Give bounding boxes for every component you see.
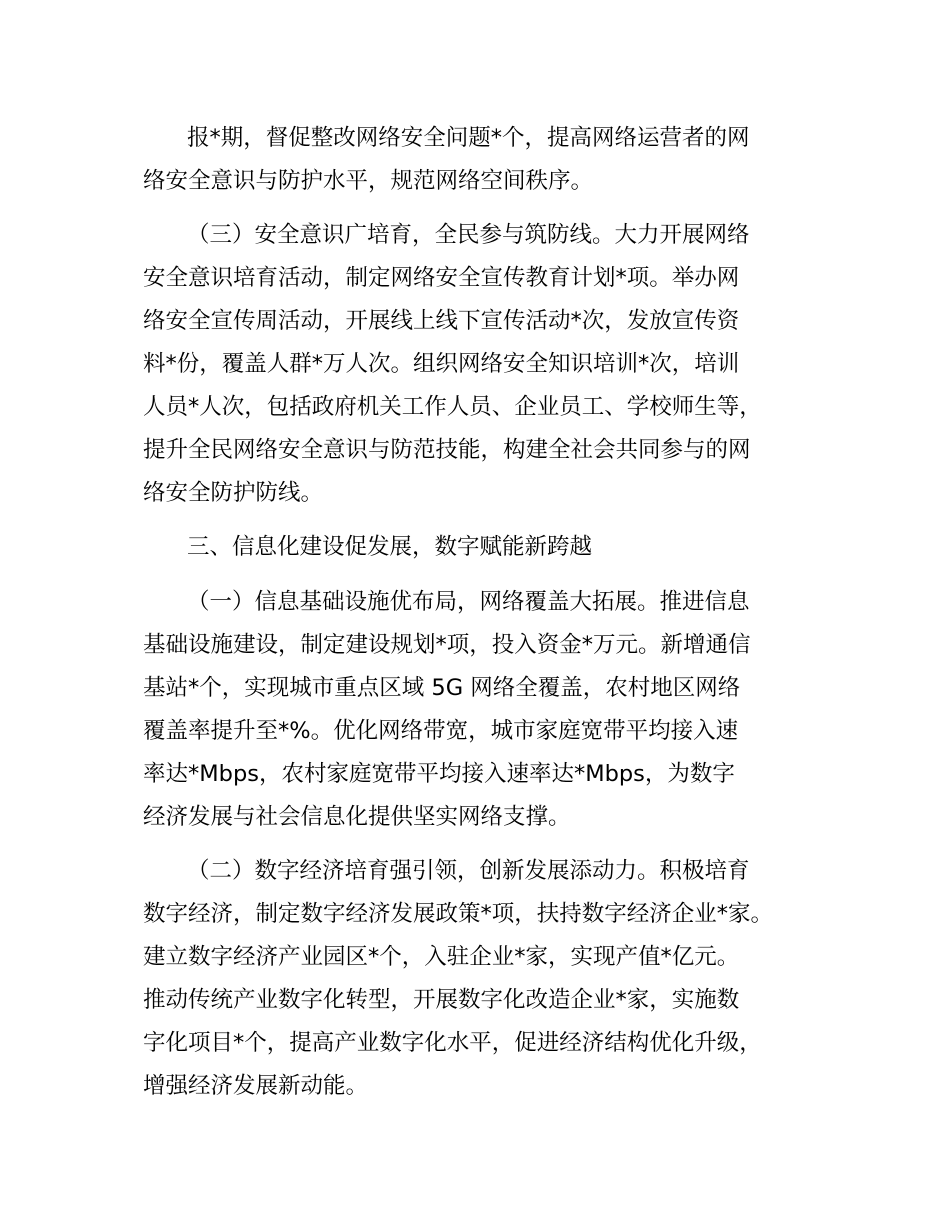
- paragraph-line: 人员*人次，包括政府机关工作人员、企业员工、学校师生等，: [143, 394, 762, 420]
- paragraph-line: 推动传统产业数字化转型，开展数字化改造企业*家，实施数: [143, 987, 740, 1013]
- paragraph-line: 基础设施建设，制定建设规划*项，投入资金*万元。新增通信: [143, 632, 751, 658]
- paragraph-line: （二）数字经济培育强引领，创新发展添动力。积极培育: [187, 858, 750, 884]
- paragraph-line: 覆盖率提升至*%。优化网络带宽，城市家庭宽带平均接入速: [143, 718, 739, 744]
- paragraph-line: （一）信息基础设施优布局，网络覆盖大拓展。推进信息: [187, 589, 750, 615]
- section-heading: 三、信息化建设促发展，数字赋能新跨越: [187, 534, 593, 560]
- paragraph-line: 络安全宣传周活动，开展线上线下宣传活动*次，发放宣传资: [143, 308, 740, 334]
- paragraph-line: 络安全意识与防护水平，规范网络空间秩序。: [143, 168, 594, 194]
- paragraph-line: 料*份，覆盖人群*万人次。组织网络安全知识培训*次，培训: [143, 351, 740, 377]
- paragraph-line: 率达*Mbps，农村家庭宽带平均接入速率达*Mbps，为数字: [143, 761, 735, 787]
- paragraph-line: 增强经济发展新动能。: [143, 1073, 369, 1099]
- paragraph-line: 基站*个，实现城市重点区域 5G 网络全覆盖，农村地区网络: [143, 675, 741, 701]
- paragraph-line: 经济发展与社会信息化提供坚实网络支撑。: [143, 804, 571, 830]
- paragraph-line: 建立数字经济产业园区*个，入驻企业*家，实现产值*亿元。: [143, 944, 740, 970]
- paragraph-line: 字化项目*个，提高产业数字化水平，促进经济结构优化升级，: [143, 1030, 762, 1056]
- paragraph-line: 络安全防护防线。: [143, 480, 324, 506]
- paragraph-line: 数字经济，制定数字经济发展政策*项，扶持数字经济企业*家。: [143, 901, 774, 927]
- paragraph-line: 安全意识培育活动，制定网络安全宣传教育计划*项。举办网: [143, 265, 740, 291]
- paragraph-line: 提升全民网络安全意识与防范技能，构建全社会共同参与的网: [143, 437, 751, 463]
- paragraph-line: 报*期，督促整改网络安全问题*个，提高网络运营者的网: [187, 125, 750, 151]
- paragraph-line: （三）安全意识广培育，全民参与筑防线。大力开展网络: [187, 222, 750, 248]
